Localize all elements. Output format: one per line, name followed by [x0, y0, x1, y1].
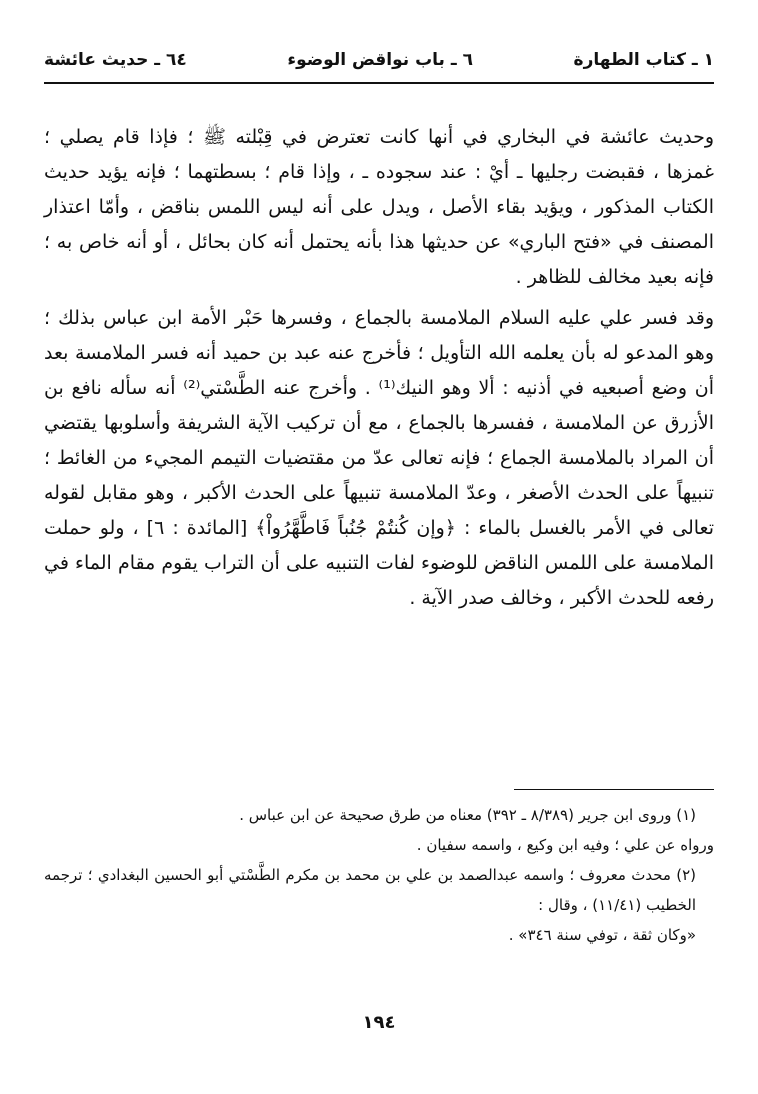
page-number: ١٩٤	[362, 1012, 396, 1033]
footnote-divider	[514, 789, 714, 790]
footnote-2-continued: «وكان ثقة ، توفي سنة ٣٤٦» .	[508, 926, 696, 944]
header-divider	[44, 82, 714, 84]
main-text	[44, 120, 714, 616]
paragraph-2: وقد فسر علي عليه السلام الملامسة بالجماع ، وفسرها حَبْر الأمة ابن عباس بذلك ؛ وهو المدعو له بأن يعلمه الله التأويل ؛ فأخرج عنه عبد بن حميد أنه فسر الملامسة بعد أن وضع أصبعيه في أذنيه : ألا وهو النيك⁽¹⁾ . وأخرج عنه الطَّسْتي⁽²⁾ أنه سأله نافع بن الأزرق عن الملامسة ، ففسرها بالجماع ، مع أن تركيب الآية الشريفة وأسلوبها يقتضي أن المراد بالملامسة الجماع ؛ فإنه تعالى عدّ من مقتضيات التيمم المجيء من الغائط ؛ تنبيهاً على الحدث الأصغر ، وعدّ الملامسة تنبيهاً على الحدث الأكبر ، وهو مقابل لقوله تعالى في الأمر بالغسل بالماء : ﴿وإن كُنتُمْ جُنُباً فَاطَّهَّرُواْ﴾ [المائدة : ٦] ، ولو حملت الملامسة على اللمس الناقض للوضوء لفات التنبيه على أن التراب يقوم مقام الماء في رفعه للحدث الأكبر ، وخالف صدر الآية .	[44, 307, 715, 609]
paragraph-1: وحديث عائشة في البخاري في أنها كانت تعترض في قِبْلته ﷺ ؛ فإذا قام يصلي ؛ غمزها ، فقبضت رجليها ـ أيْ : عند سجوده ـ ، وإذا قام ؛ بسطتهما ؛ فإنه يؤيد حديث الكتاب المذكور ، ويؤيد بقاء الأصل ، ويدل على أنه ليس اللمس بناقض ، وأمّا اعتذار المصنف في «فتح الباري» عن حديثها هذا بأنه يحتمل أنه كان بحائل ، أو أنه خاص به ؛ فإنه بعيد مخالف للظاهر .	[44, 126, 714, 288]
running-header	[44, 40, 714, 80]
footnotes	[44, 800, 714, 950]
footnote-2: (٢) محدث معروف ؛ واسمه عبدالصمد بن علي بن محمد بن مكرم الطَّسْتي أبو الحسين البغدادي ؛ ترجمه الخطيب (١١/٤١) ، وقال :	[44, 866, 696, 914]
footnote-1: (١) وروى ابن جرير (٨/٣٨٩ ـ ٣٩٢) معناه من طرق صحيحة عن ابن عباس .	[239, 806, 696, 824]
footnote-1-continued: ورواه عن علي ؛ وفيه ابن وكيع ، واسمه سفيان .	[416, 836, 714, 854]
header-book-title: ١ ـ كتاب الطهارة	[573, 50, 714, 70]
header-hadith-title: ٦٤ ـ حديث عائشة	[44, 50, 187, 70]
header-chapter-title: ٦ ـ باب نواقض الوضوء	[287, 50, 473, 70]
